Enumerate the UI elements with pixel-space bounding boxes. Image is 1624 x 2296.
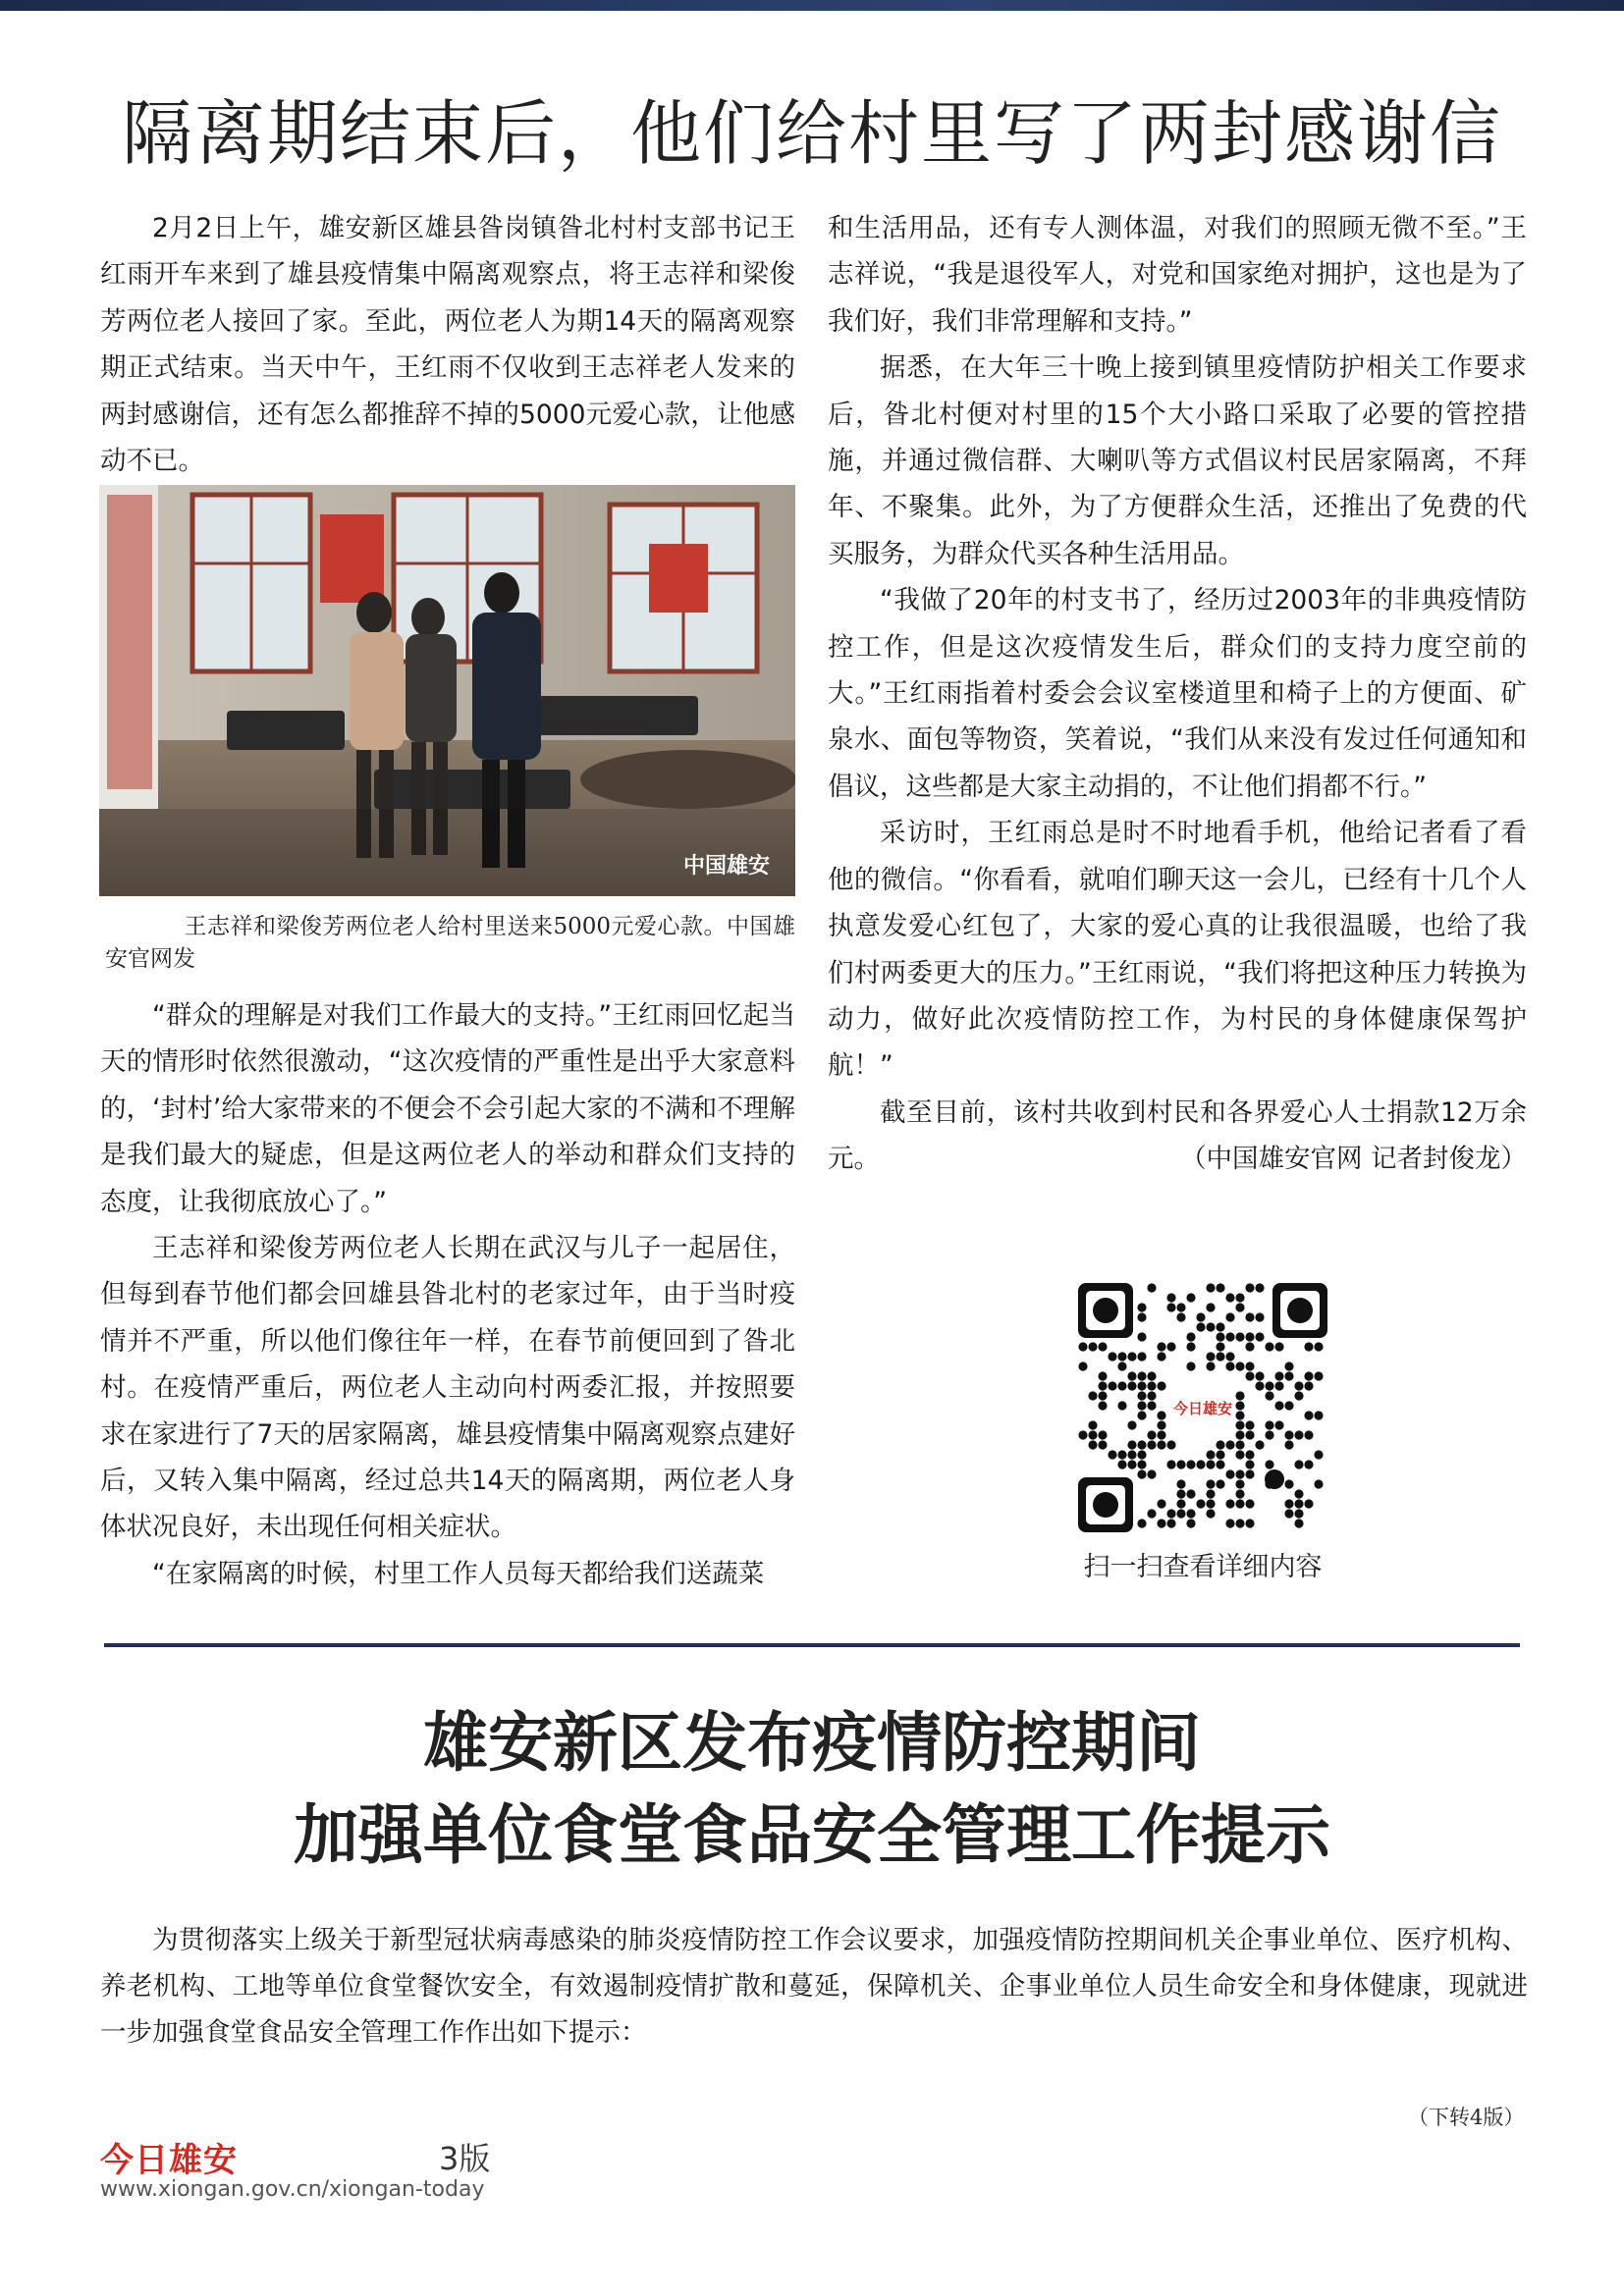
qr-code-image: [1078, 1283, 1327, 1532]
article1-title: 隔离期结束后，他们给村里写了两封感谢信: [121, 92, 1502, 175]
qr-caption: 扫一扫查看详细内容: [1083, 1552, 1323, 1582]
photo-illustration: [99, 485, 795, 896]
article1-paragraph-5: 据悉，在大年三十晚上接到镇里疫情防护相关工作要求后，昝北村便对村里的15个大小路口采取了必要的管控措施，并通过微信群、大喇叭等方式倡议村民居家隔离，不拜年、不聚集。此外，为了方便群众生活，还推出了免费的代买服务，为群众代买各种生活用品。: [828, 352, 1527, 569]
qr-code[interactable]: [1078, 1283, 1327, 1532]
article1-paragraph-7: 采访时，王红雨总是时不时地看手机，他给记者看了看他的微信。“你看看，就咱们聊天这一会儿，已经有十几个人执意发爱心红包了，大家的爱心真的让我很温暖，也给了我们村两委更大的压力。”王红雨说，“我们将把这种压力转换为动力，做好此次疫情防控工作，为村民的身体健康保驾护航！”: [828, 818, 1527, 1082]
photo-caption: 王志祥和梁俊芳两位老人给村里送来5000元爱心款。中国雄安官网发: [105, 914, 795, 972]
article1-paragraph-4: “在家隔离的时候，村里工作人员每天都给我们送蔬菜: [152, 1558, 765, 1589]
article1-photo: [99, 485, 795, 896]
article2-title-line-1: 雄安新区发布疫情防控期间: [423, 1704, 1201, 1781]
article1-paragraph-6: “我做了20年的村支书了，经历过2003年的非典疫情防控工作，但是这次疫情发生后，群众们的支持力度空前的大。”王红雨指着村委会会议室楼道里和椅子上的方便面、矿泉水、面包等物资，笑着说，“我们从来没有发过任何通知和倡议，这些都是大家主动捐的，不让他们捐都不行。”: [828, 585, 1527, 802]
footer-brand-logo: 今日雄安: [100, 2141, 238, 2180]
continued-note: （下转4版）: [1408, 2106, 1525, 2129]
article2-title-line-2: 加强单位食堂食品安全管理工作提示: [294, 1796, 1330, 1873]
article2-intro: 为贯彻落实上级关于新型冠状病毒感染的肺炎疫情防控工作会议要求，加强疫情防控期间机关企事业单位、医疗机构、养老机构、工地等单位食堂餐饮安全，有效遏制疫情扩散和蔓延，保障机关、企事业单位人员生命安全和身体健康，现就进一步加强食堂食品安全管理工作作出如下提示：: [100, 1925, 1528, 2049]
byline: （中国雄安官网 记者封俊龙）: [1180, 1144, 1527, 1175]
article1-left-column-top: [100, 205, 795, 484]
top-color-bar: [0, 0, 1624, 11]
article2-title: [0, 1696, 1624, 1881]
closing-text: 截至目前，该村共收到村民和各界爱心人士捐款12万余元。: [828, 1096, 1527, 1175]
article1-closing: [828, 1090, 1527, 1183]
footer-url[interactable]: www.xiongan.gov.cn/xiongan-today: [100, 2177, 485, 2202]
article1-paragraph-2: “群众的理解是对我们工作最大的支持。”王红雨回忆起当天的情形时依然很激动，“这次疫情的严重性是出乎大家意料的，‘封村’给大家带来的不便会不会引起大家的不满和不理解是我们最大的疑虑，但是这两位老人的举动和群众们支持的态度，让我彻底放心了。”: [100, 1000, 795, 1217]
qr-center-logo: 今日雄安: [1172, 1400, 1233, 1417]
section-divider: [104, 1643, 1520, 1647]
article1-paragraph-3: 王志祥和梁俊芳两位老人长期在武汉与儿子一起居住，但每到春节他们都会回雄县昝北村的老家过年，由于当时疫情并不严重，所以他们像往年一样，在春节前便回到了昝北村。在疫情严重后，两位老人主动向村两委汇报，并按照要求在家进行了7天的居家隔离，雄县疫情集中隔离观察点建好后，又转入集中隔离，经过总共14天的隔离期，两位老人身体状况良好，未出现任何相关症状。: [100, 1233, 795, 1543]
article1-paragraph-1: 2月2日上午，雄安新区雄县昝岗镇昝北村村支部书记王红雨开车来到了雄县疫情集中隔离观察点，将王志祥和梁俊芳两位老人接回了家。至此，两位老人为期14天的隔离观察期正式结束。当天中午，王红雨不仅收到王志祥老人发来的两封感谢信，还有怎么都推辞不掉的5000元爱心款，让他感动不已。: [100, 213, 795, 477]
article1-right-column: [828, 205, 1527, 1183]
footer-page-number: 3版: [439, 2140, 491, 2177]
article1-continuation: 和生活用品，还有专人测体温，对我们的照顾无微不至。”王志祥说，“我是退役军人，对党和国家绝对拥护，这也是为了我们好，我们非常理解和支持。”: [828, 213, 1527, 337]
photo-watermark: 中国雄安: [683, 853, 771, 879]
article1-left-column-bottom: [100, 992, 795, 1597]
